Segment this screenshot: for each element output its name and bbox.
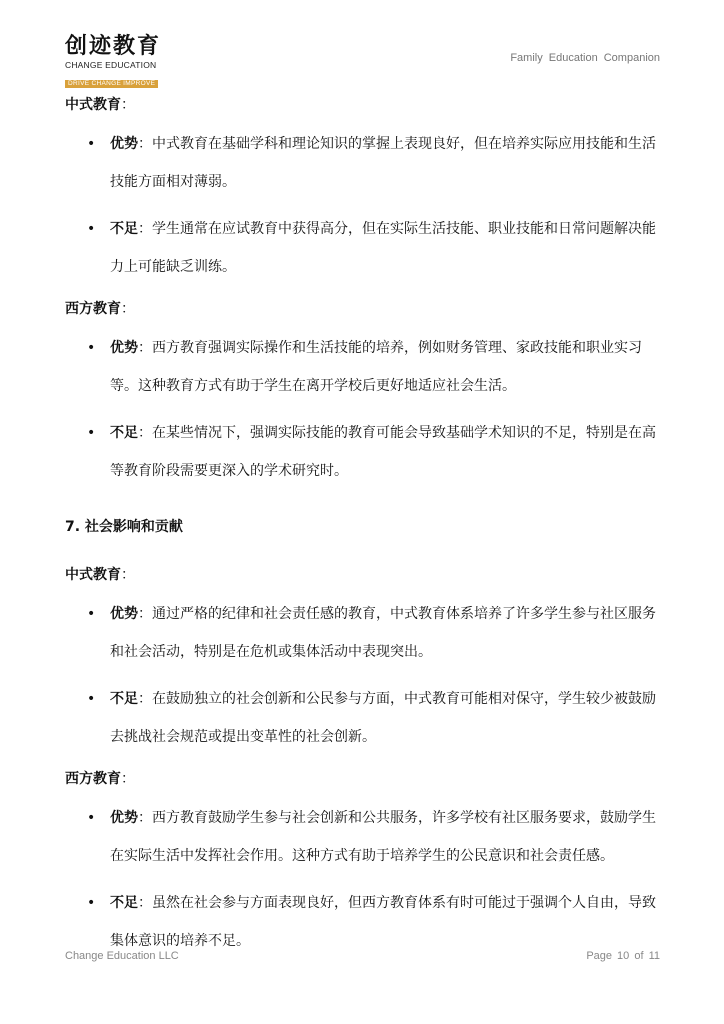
logo-english: CHANGE EDUCATION	[65, 60, 157, 70]
list-item	[65, 211, 660, 286]
item-text: ：西方教育鼓励学生参与社会创新和公共服务，许多学校有社区服务要求，鼓励学生在实际生活中发挥社会作用。这种方式有助于培养学生的公民意识和社会责任感。	[110, 810, 656, 864]
list-item	[65, 596, 660, 671]
bullet-icon: •	[87, 425, 96, 441]
bullet-icon: •	[87, 136, 96, 152]
section-label-chinese-education: 中式教育：	[65, 97, 135, 113]
list-item	[65, 330, 660, 405]
header-title: Family Education Companion	[510, 52, 660, 64]
item-label: 优势	[110, 606, 138, 622]
company-name: Change Education LLC	[65, 950, 179, 962]
list-item	[65, 415, 660, 490]
item-label: 不足	[110, 895, 138, 911]
section-label-western-education: 西方教育：	[65, 771, 135, 787]
item-text: ：虽然在社会参与方面表现良好，但西方教育体系有时可能过于强调个人自由，导致集体意识的培养不足。	[110, 895, 656, 949]
item-text: ：学生通常在应试教育中获得高分，但在实际生活技能、职业技能和日常问题解决能力上可能缺乏训练。	[110, 221, 656, 275]
section-heading: 7. 社会影响和贡献	[65, 519, 183, 535]
item-label: 不足	[110, 691, 138, 707]
bullet-icon: •	[87, 606, 96, 622]
list-item	[65, 126, 660, 201]
item-label: 优势	[110, 136, 138, 152]
item-text: ：西方教育强调实际操作和生活技能的培养，例如财务管理、家政技能和职业实习等。这种教育方式有助于学生在离开学校后更好地适应社会生活。	[110, 340, 642, 394]
item-label: 不足	[110, 425, 138, 441]
page-header	[65, 34, 660, 87]
list-item	[65, 885, 660, 960]
logo-chinese: 创迹教育	[65, 34, 162, 59]
bullet-icon: •	[87, 810, 96, 826]
item-text: ：通过严格的纪律和社会责任感的教育，中式教育体系培养了许多学生参与社区服务和社会活动，特别是在危机或集体活动中表现突出。	[110, 606, 656, 660]
section-label-chinese-education: 中式教育：	[65, 567, 135, 583]
bullet-icon: •	[87, 895, 96, 911]
logo-tagline: DRIVE CHANGE IMPROVE	[65, 80, 158, 88]
item-label: 优势	[110, 810, 138, 826]
bullet-icon: •	[87, 691, 96, 707]
item-text: ：中式教育在基础学科和理论知识的掌握上表现良好，但在培养实际应用技能和生活技能方面相对薄弱。	[110, 136, 656, 190]
item-text: ：在鼓励独立的社会创新和公民参与方面，中式教育可能相对保守，学生较少被鼓励去挑战社会规范或提出变革性的社会创新。	[110, 691, 656, 745]
list-item	[65, 800, 660, 875]
list-item	[65, 681, 660, 756]
logo	[65, 34, 165, 89]
section-label-western-education: 西方教育：	[65, 301, 135, 317]
item-text: ：在某些情况下，强调实际技能的教育可能会导致基础学术知识的不足，特别是在高等教育阶段需要更深入的学术研究时。	[110, 425, 656, 479]
item-label: 优势	[110, 340, 138, 356]
bullet-icon: •	[87, 221, 96, 237]
document-body	[65, 94, 660, 960]
page-number: Page 10 of 11	[586, 950, 660, 962]
item-label: 不足	[110, 221, 138, 237]
bullet-icon: •	[87, 340, 96, 356]
